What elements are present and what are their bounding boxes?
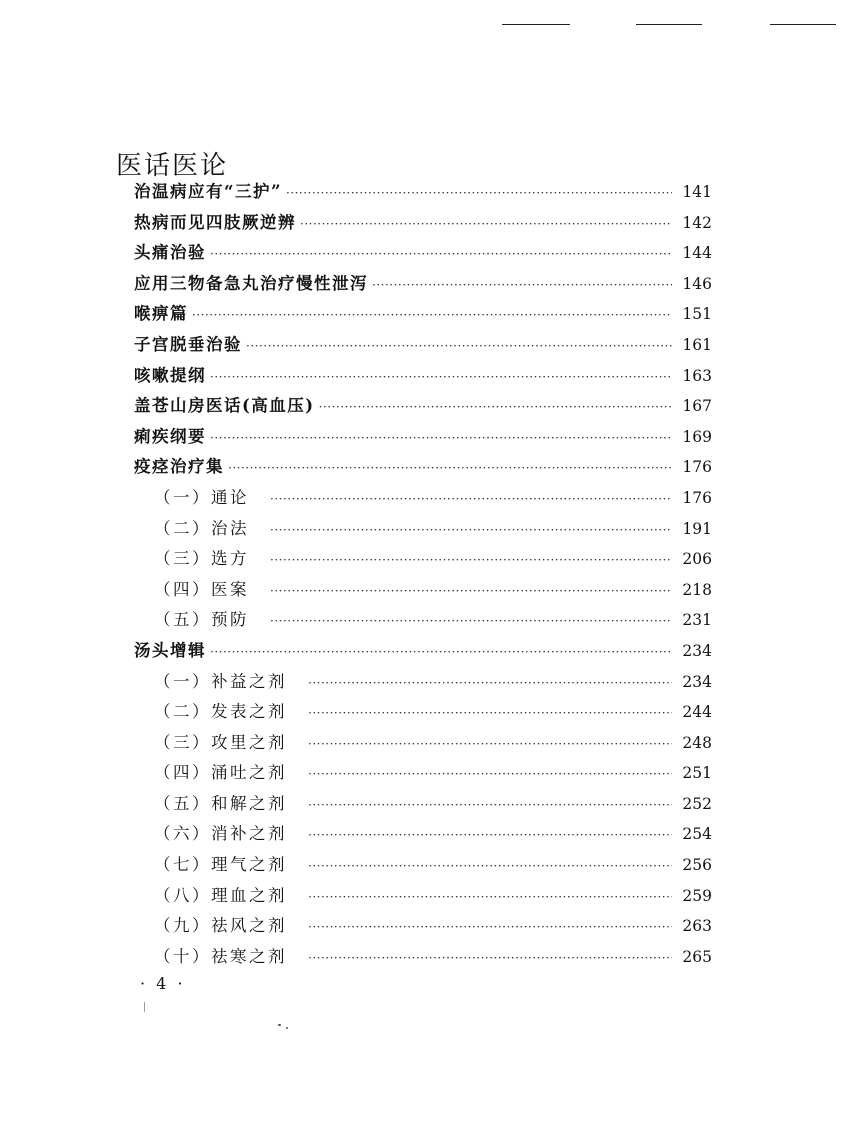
- toc-entry-label: （七）理气之剂: [154, 855, 287, 875]
- toc-entry: [134, 514, 712, 545]
- toc-entry-page: 142: [682, 213, 712, 232]
- dot-leader: [319, 392, 672, 423]
- toc-entry: [134, 728, 712, 759]
- toc-entry-label: 疫痉治疗集: [134, 457, 224, 477]
- scan-speck: [144, 1002, 145, 1012]
- toc-entry-page: 218: [682, 580, 712, 599]
- dot-leader: [210, 362, 672, 393]
- dot-leader: [286, 178, 672, 209]
- toc-entry-label: （五）预防: [154, 610, 249, 630]
- scan-speck: [286, 1027, 288, 1029]
- toc-entry-label: 子宫脱垂治验: [134, 334, 242, 354]
- toc-entry: [134, 269, 712, 300]
- toc-entry-label: （四）涌吐之剂: [154, 763, 287, 783]
- toc-entry-page: 263: [682, 917, 712, 936]
- toc-entry-label: （二）发表之剂: [154, 702, 287, 722]
- toc-entry-label: （三）选方: [154, 549, 249, 569]
- toc-entry: [134, 575, 712, 606]
- toc-entry-label: （八）理血之剂: [154, 885, 287, 905]
- page-number: · 4 ·: [140, 974, 186, 993]
- toc-entry-label: （十）祛寒之剂: [154, 946, 287, 966]
- toc-entry-page: 265: [682, 947, 712, 966]
- toc-entry-label: （二）治法: [154, 518, 249, 538]
- header-rule-2: [636, 24, 702, 25]
- dot-leader: [372, 270, 672, 301]
- toc-entry-page: 169: [682, 427, 712, 446]
- dot-leader: [308, 851, 672, 882]
- toc-entry: [134, 452, 712, 483]
- toc-entry: [134, 544, 712, 575]
- toc-entry-label: 喉痹篇: [134, 304, 188, 324]
- dot-leader: [308, 820, 672, 851]
- toc-entry: [134, 483, 712, 514]
- toc-entry: [134, 177, 712, 208]
- dot-leader: [300, 209, 672, 240]
- toc-entry-label: 痢疾纲要: [134, 426, 206, 446]
- toc-entry-label: 咳嗽提纲: [134, 365, 206, 385]
- toc-entry-page: 252: [682, 794, 712, 813]
- toc-entry-label: （六）消补之剂: [154, 824, 287, 844]
- toc-entry: [134, 911, 712, 942]
- toc-entry-page: 251: [682, 764, 712, 783]
- dot-leader: [308, 698, 672, 729]
- toc-entry-page: 254: [682, 825, 712, 844]
- toc-entry-page: 256: [682, 856, 712, 875]
- dot-leader: [210, 637, 672, 668]
- toc-entry: [134, 758, 712, 789]
- dot-leader: [270, 576, 672, 607]
- toc-entry: [134, 819, 712, 850]
- dot-leader: [270, 545, 672, 576]
- toc-entry: [134, 605, 712, 636]
- toc-entry-label: （四）医案: [154, 579, 249, 599]
- dot-leader: [270, 606, 672, 637]
- toc-entry-page: 176: [682, 458, 712, 477]
- toc-entry: [134, 942, 712, 973]
- toc-entry-label: （三）攻里之剂: [154, 732, 287, 752]
- toc-entry-page: 176: [682, 488, 712, 507]
- header-rule-1: [502, 24, 570, 25]
- toc-entry-label: （一）补益之剂: [154, 671, 287, 691]
- toc-entry-page: 161: [682, 335, 712, 354]
- toc-entry-page: 167: [682, 397, 712, 416]
- toc-entry: [134, 330, 712, 361]
- header-rule-3: [770, 24, 836, 25]
- toc-entry: [134, 238, 712, 269]
- dot-leader: [210, 239, 672, 270]
- toc-entry-page: 144: [682, 244, 712, 263]
- toc-entry-page: 141: [682, 183, 712, 201]
- toc-entry: [134, 881, 712, 912]
- dot-leader: [308, 882, 672, 913]
- toc-entry: [134, 789, 712, 820]
- dot-leader: [246, 331, 672, 362]
- dot-leader: [308, 790, 672, 821]
- toc-entry-page: 206: [682, 550, 712, 569]
- toc-entry-page: 259: [682, 886, 712, 905]
- toc-entry-label: 头痛治验: [134, 243, 206, 263]
- dot-leader: [192, 300, 672, 331]
- toc-entry: [134, 299, 712, 330]
- dot-leader: [210, 423, 672, 454]
- toc-entry-page: 191: [682, 519, 712, 538]
- toc-entry-page: 244: [682, 703, 712, 722]
- dot-leader: [308, 912, 672, 943]
- scan-speck: [278, 1024, 281, 1026]
- toc-entry-label: 应用三物备急丸治疗慢性泄泻: [134, 273, 368, 293]
- toc-entry-page: 231: [682, 611, 712, 630]
- toc-entry: [134, 667, 712, 698]
- toc-entry-label: （五）和解之剂: [154, 793, 287, 813]
- toc-entry-label: 汤头增辑: [134, 640, 206, 660]
- table-of-contents: [134, 177, 712, 972]
- toc-entry: [134, 697, 712, 728]
- dot-leader: [228, 453, 672, 484]
- toc-entry-label: 盖苍山房医话(高血压): [134, 396, 315, 416]
- toc-entry-page: 146: [682, 274, 712, 293]
- toc-entry-page: 163: [682, 366, 712, 385]
- toc-entry-label: （一）通论: [154, 487, 249, 507]
- toc-entry-label: （九）祛风之剂: [154, 916, 287, 936]
- toc-entry: [134, 208, 712, 239]
- dot-leader: [270, 515, 672, 546]
- toc-entry-page: 234: [682, 672, 712, 691]
- toc-entry: [134, 422, 712, 453]
- dot-leader: [308, 668, 672, 699]
- toc-entry: [134, 361, 712, 392]
- toc-entry-page: 234: [682, 641, 712, 660]
- dot-leader: [308, 943, 672, 974]
- dot-leader: [308, 729, 672, 760]
- toc-entry: [134, 850, 712, 881]
- toc-entry-page: 151: [682, 305, 712, 324]
- toc-entry: [134, 391, 712, 422]
- toc-entry-label: 热病而见四肢厥逆辨: [134, 212, 296, 232]
- toc-entry-page: 248: [682, 733, 712, 752]
- section-title: 医话医论: [116, 151, 229, 182]
- dot-leader: [270, 484, 672, 515]
- dot-leader: [308, 759, 672, 790]
- toc-entry: [134, 636, 712, 667]
- toc-entry-label: 治温病应有“三护”: [134, 182, 282, 201]
